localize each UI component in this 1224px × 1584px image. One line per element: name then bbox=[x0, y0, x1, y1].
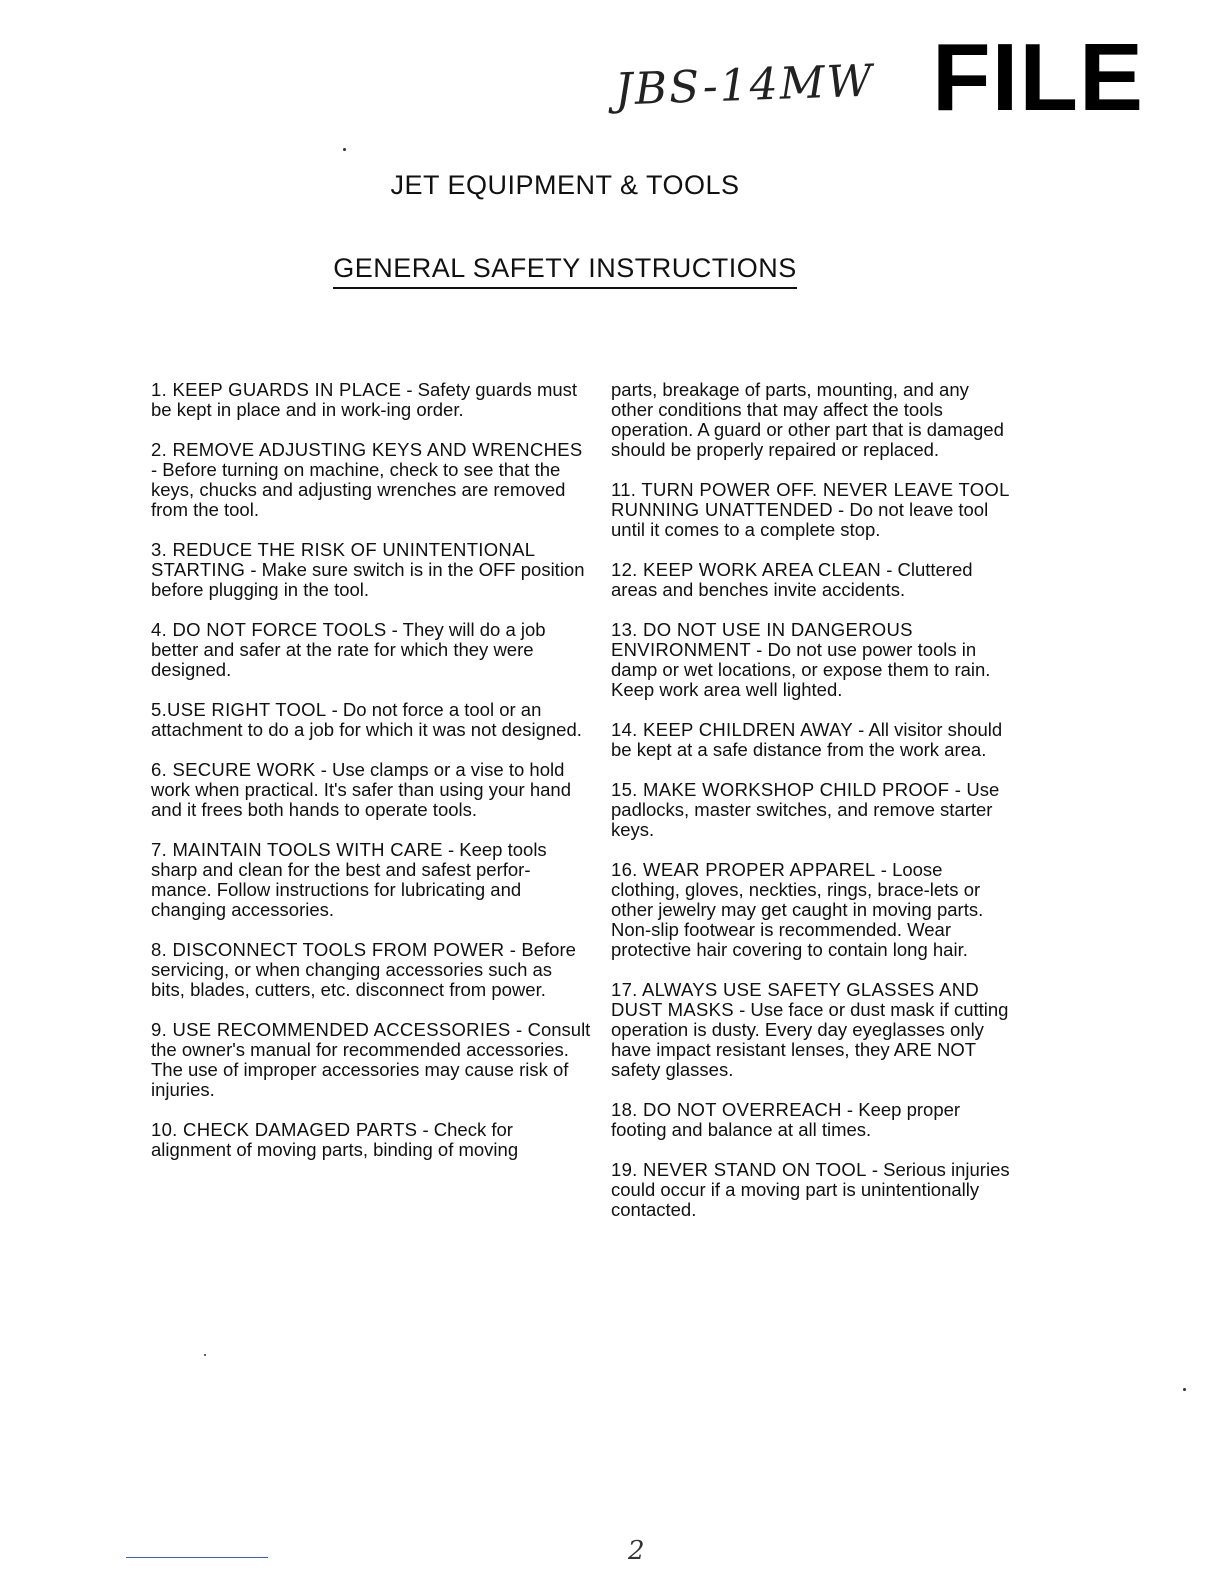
item-text: Consult the owner's manual for recommended accessories. The use of improper accessories may cause risk of injuries. bbox=[151, 1019, 591, 1100]
safety-item-4 bbox=[151, 620, 591, 680]
item-text: - Make sure switch is in the OFF position before plugging in the tool. bbox=[151, 559, 585, 600]
safety-item-5 bbox=[151, 700, 591, 740]
item-heading: 2. REMOVE ADJUSTING KEYS AND WRENCHES bbox=[151, 439, 583, 460]
safety-item-14 bbox=[611, 720, 1011, 760]
item-heading: 17. ALWAYS USE SAFETY GLASSES AND DUST MASKS bbox=[611, 979, 980, 1020]
item-heading: 3. REDUCE THE RISK OF UNINTENTIONAL STARTING bbox=[151, 539, 535, 580]
safety-item-7 bbox=[151, 840, 591, 920]
item-text: - All visitor should be kept at a safe distance from the work area. bbox=[611, 719, 1003, 760]
item-heading: 7. MAINTAIN TOOLS WITH CARE bbox=[151, 839, 443, 860]
company-name: JET EQUIPMENT & TOOLS bbox=[390, 170, 740, 200]
item-text: - They will do a job better and safer at the rate for which they were designed. bbox=[151, 619, 546, 680]
footer-rule bbox=[126, 1557, 268, 1558]
safety-item-3 bbox=[151, 540, 591, 600]
item-text: - Do not use power tools in damp or wet locations, or expose them to rain. Keep work area well lighted. bbox=[611, 639, 991, 700]
item-text: - Use clamps or a vise to hold work when practical. It's safer than using your hand and it frees both hands to operate tools. bbox=[151, 759, 571, 820]
item-heading: 13. DO NOT USE IN DANGEROUS ENVIRONMENT bbox=[611, 619, 913, 660]
item-text: - Loose clothing, gloves, neckties, rings, brace-lets or other jewelry may get caught in moving parts. Non-slip footwear is recommended. Wear protective hair covering to contain long hair. bbox=[611, 859, 984, 960]
item-heading: 10. CHECK DAMAGED PARTS bbox=[151, 1119, 418, 1140]
item-text: Before servicing, or when changing accessories such as bits, blades, cutters, etc. disconnect from power. bbox=[151, 939, 576, 1000]
item-text: - Safety guards must be kept in place and in work-ing order. bbox=[151, 379, 578, 420]
safety-item-12 bbox=[611, 560, 1011, 600]
item-text: - Before turning on machine, check to see that the keys, chucks and adjusting wrenches are removed from the tool. bbox=[151, 459, 566, 520]
safety-item-15 bbox=[611, 780, 1011, 840]
item-text: - Check for alignment of moving parts, binding of moving bbox=[151, 1119, 519, 1160]
right-column bbox=[611, 380, 1011, 1240]
safety-item-1 bbox=[151, 380, 591, 420]
item-heading: 5.USE RIGHT TOOL bbox=[151, 699, 327, 720]
left-column bbox=[151, 380, 591, 1180]
scan-speck bbox=[1183, 1388, 1186, 1391]
item-heading: 15. MAKE WORKSHOP CHILD PROOF - bbox=[611, 779, 962, 800]
scan-speck bbox=[204, 1354, 206, 1356]
page-title: GENERAL SAFETY INSTRUCTIONS bbox=[333, 253, 797, 289]
item-heading: 6. SECURE WORK bbox=[151, 759, 316, 780]
item-heading: 1. KEEP GUARDS IN PLACE bbox=[151, 379, 402, 400]
item-heading: 9. USE RECOMMENDED ACCESSORIES - bbox=[151, 1019, 523, 1040]
safety-item-11 bbox=[611, 480, 1011, 540]
item-text: - Keep proper footing and balance at all times. bbox=[611, 1099, 961, 1140]
safety-item-2 bbox=[151, 440, 591, 520]
item-heading: 11. TURN POWER OFF. NEVER LEAVE TOOL RUNNING UNATTENDED bbox=[611, 479, 1010, 520]
safety-item-19 bbox=[611, 1160, 1011, 1220]
item-text: - Serious injuries could occur if a moving part is unintentionally contacted. bbox=[611, 1159, 1010, 1220]
safety-item-13 bbox=[611, 620, 1011, 700]
safety-item-16 bbox=[611, 860, 1011, 960]
scan-speck bbox=[343, 148, 346, 151]
item-heading: 18. DO NOT OVERREACH bbox=[611, 1099, 842, 1120]
item-heading: 16. WEAR PROPER APPAREL bbox=[611, 859, 876, 880]
item-heading: 4. DO NOT FORCE TOOLS bbox=[151, 619, 387, 640]
page-number: 2 bbox=[628, 1536, 645, 1566]
safety-item-18 bbox=[611, 1100, 1011, 1140]
handwritten-model-note: JBS-14MW bbox=[614, 55, 875, 116]
item-heading: 12. KEEP WORK AREA CLEAN bbox=[611, 559, 882, 580]
item-heading: 19. NEVER STAND ON TOOL bbox=[611, 1159, 867, 1180]
safety-item-17 bbox=[611, 980, 1011, 1080]
item-text: - Do not force a tool or an attachment to do a job for which it was not designed. bbox=[151, 699, 582, 740]
item-text: - Do not leave tool until it comes to a complete stop. bbox=[611, 499, 989, 540]
title-wrapper bbox=[0, 253, 1130, 289]
item-10-continuation: parts, breakage of parts, mounting, and any other conditions that may affect the tools operation. A guard or other part that is damaged should be properly repaired or replaced. bbox=[611, 379, 1004, 460]
safety-item-10 bbox=[151, 1120, 591, 1160]
item-text: Use padlocks, master switches, and remove starter keys. bbox=[611, 779, 1000, 840]
item-heading: 8. DISCONNECT TOOLS FROM POWER - bbox=[151, 939, 517, 960]
safety-item-6 bbox=[151, 760, 591, 820]
safety-item-8 bbox=[151, 940, 591, 1000]
safety-item-9 bbox=[151, 1020, 591, 1100]
item-text: - Use face or dust mask if cutting operation is dusty. Every day eyeglasses only have impact resistant lenses, they ARE NOT safety glasses. bbox=[611, 999, 1009, 1080]
file-stamp: FILE bbox=[932, 24, 1144, 131]
item-text: - Cluttered areas and benches invite accidents. bbox=[611, 559, 973, 600]
item-text: - Keep tools sharp and clean for the best and safest perfor-mance. Follow instructions for lubricating and changing accessories. bbox=[151, 839, 547, 920]
item-heading: 14. KEEP CHILDREN AWAY bbox=[611, 719, 854, 740]
